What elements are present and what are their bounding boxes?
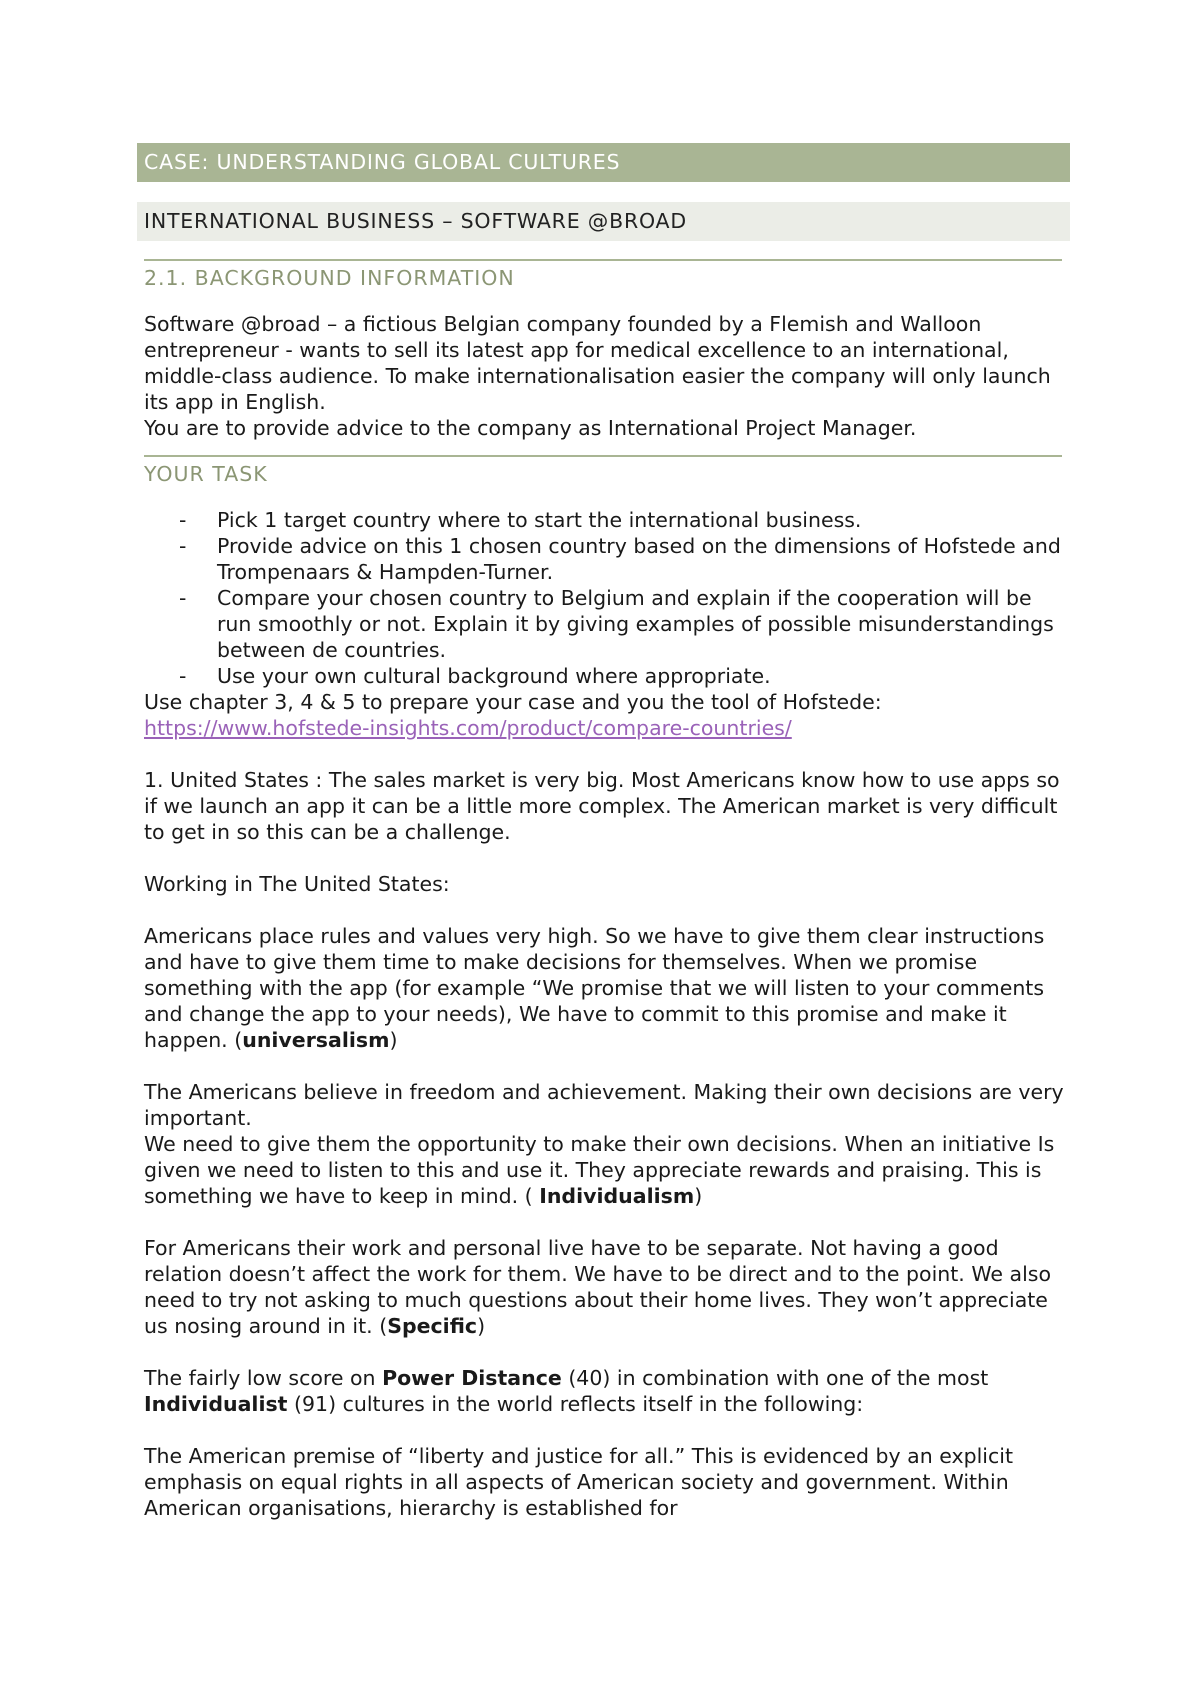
task-list-item: [137, 663, 1070, 689]
task-list-item: [137, 585, 1070, 663]
universalism-text: Americans place rules and values very high. So we have to give them clear instructions and have to give them time to make decisions for themselves. When we promise something with the app (for example “We promise that we will listen to your comments and change the app to your needs), We have to commit to this promise and make it happen. (: [144, 924, 1045, 1052]
us-intro-paragraph: 1. United States : The sales market is very big. Most Americans know how to use apps so if we launch an app it can be a little more complex. The American market is very difficult to get in so this can be a challenge.: [144, 768, 1060, 844]
specific-text: For Americans their work and personal live have to be separate. Not having a good relation doesn’t affect the work for them. We have to be direct and to the point. We also need to try not asking to much questions about their home lives. They won’t appreciate us nosing around in it. (: [144, 1236, 1052, 1338]
task-heading: YOUR TASK: [144, 462, 268, 486]
course-subtitle-banner: INTERNATIONAL BUSINESS – SOFTWARE @BROAD: [137, 202, 1070, 241]
pd-text: (40) in combination with one of the most: [561, 1366, 989, 1390]
task-item-text: Compare your chosen country to Belgium and explain if the cooperation will be run smoothly or not. Explain it by giving examples of possible misunderstandings between de countries.: [217, 586, 1054, 662]
paren-close: ): [389, 1028, 398, 1052]
background-body: [137, 311, 1070, 441]
paren-close: ): [694, 1184, 703, 1208]
case-title-banner: CASE: UNDERSTANDING GLOBAL CULTURES: [137, 143, 1070, 182]
pd-text: (91) cultures in the world reflects itself in the following:: [287, 1392, 864, 1416]
freedom-paragraph: The Americans believe in freedom and achievement. Making their own decisions are very important.: [144, 1080, 1064, 1130]
individualist-term: Individualist: [144, 1392, 288, 1416]
task-list-item: [137, 507, 1070, 533]
working-heading: Working in The United States:: [144, 872, 450, 896]
background-heading: 2.1. BACKGROUND INFORMATION: [144, 266, 515, 290]
bullet-dash: -: [179, 534, 187, 558]
document-page: [137, 143, 1070, 1521]
liberty-paragraph: The American premise of “liberty and justice for all.” This is evidenced by an explicit emphasis on equal rights in all aspects of American society and government. Within American organisations, hierarchy is established for: [144, 1444, 1014, 1520]
universalism-term: universalism: [242, 1028, 390, 1052]
background-paragraph: You are to provide advice to the company as International Project Manager.: [144, 416, 917, 440]
hofstede-compare-link[interactable]: https://www.hofstede-insights.com/product/compare-countries/: [144, 716, 792, 740]
individualism-text: We need to give them the opportunity to make their own decisions. When an initiative Is given we need to listen to this and use it. They appreciate rewards and praising. This is something we have to keep in mind. (: [144, 1132, 1055, 1208]
individualism-term: Individualism: [539, 1184, 695, 1208]
answer-body: [137, 767, 1070, 1521]
pd-text: The fairly low score on: [144, 1366, 383, 1390]
universalism-paragraph: [144, 923, 1066, 1053]
background-paragraph: Software @broad – a fictious Belgian company founded by a Flemish and Walloon entrepreneur - wants to sell its latest app for medical excellence to an international, middle-class audience. To make internationalisation easier the company will only launch its app in English.: [144, 312, 1051, 414]
individualism-paragraph: [144, 1131, 1066, 1209]
chapter-note: Use chapter 3, 4 & 5 to prepare your case and you the tool of Hofstede:: [144, 690, 882, 714]
specific-paragraph: [144, 1235, 1066, 1339]
power-distance-paragraph: [144, 1365, 1066, 1417]
paren-close: ): [477, 1314, 486, 1338]
task-item-text: Provide advice on this 1 chosen country based on the dimensions of Hofstede and Trompenaars & Hampden-Turner.: [217, 534, 1061, 584]
power-distance-term: Power Distance: [382, 1366, 562, 1390]
task-list-item: [137, 533, 1070, 585]
bullet-dash: -: [179, 664, 187, 688]
task-item-text: Use your own cultural background where appropriate.: [217, 664, 771, 688]
task-resources: [137, 689, 1070, 741]
bullet-dash: -: [179, 508, 187, 532]
task-item-text: Pick 1 target country where to start the international business.: [217, 508, 862, 532]
bullet-dash: -: [179, 586, 187, 610]
task-list: [137, 507, 1070, 689]
specific-term: Specific: [387, 1314, 478, 1338]
